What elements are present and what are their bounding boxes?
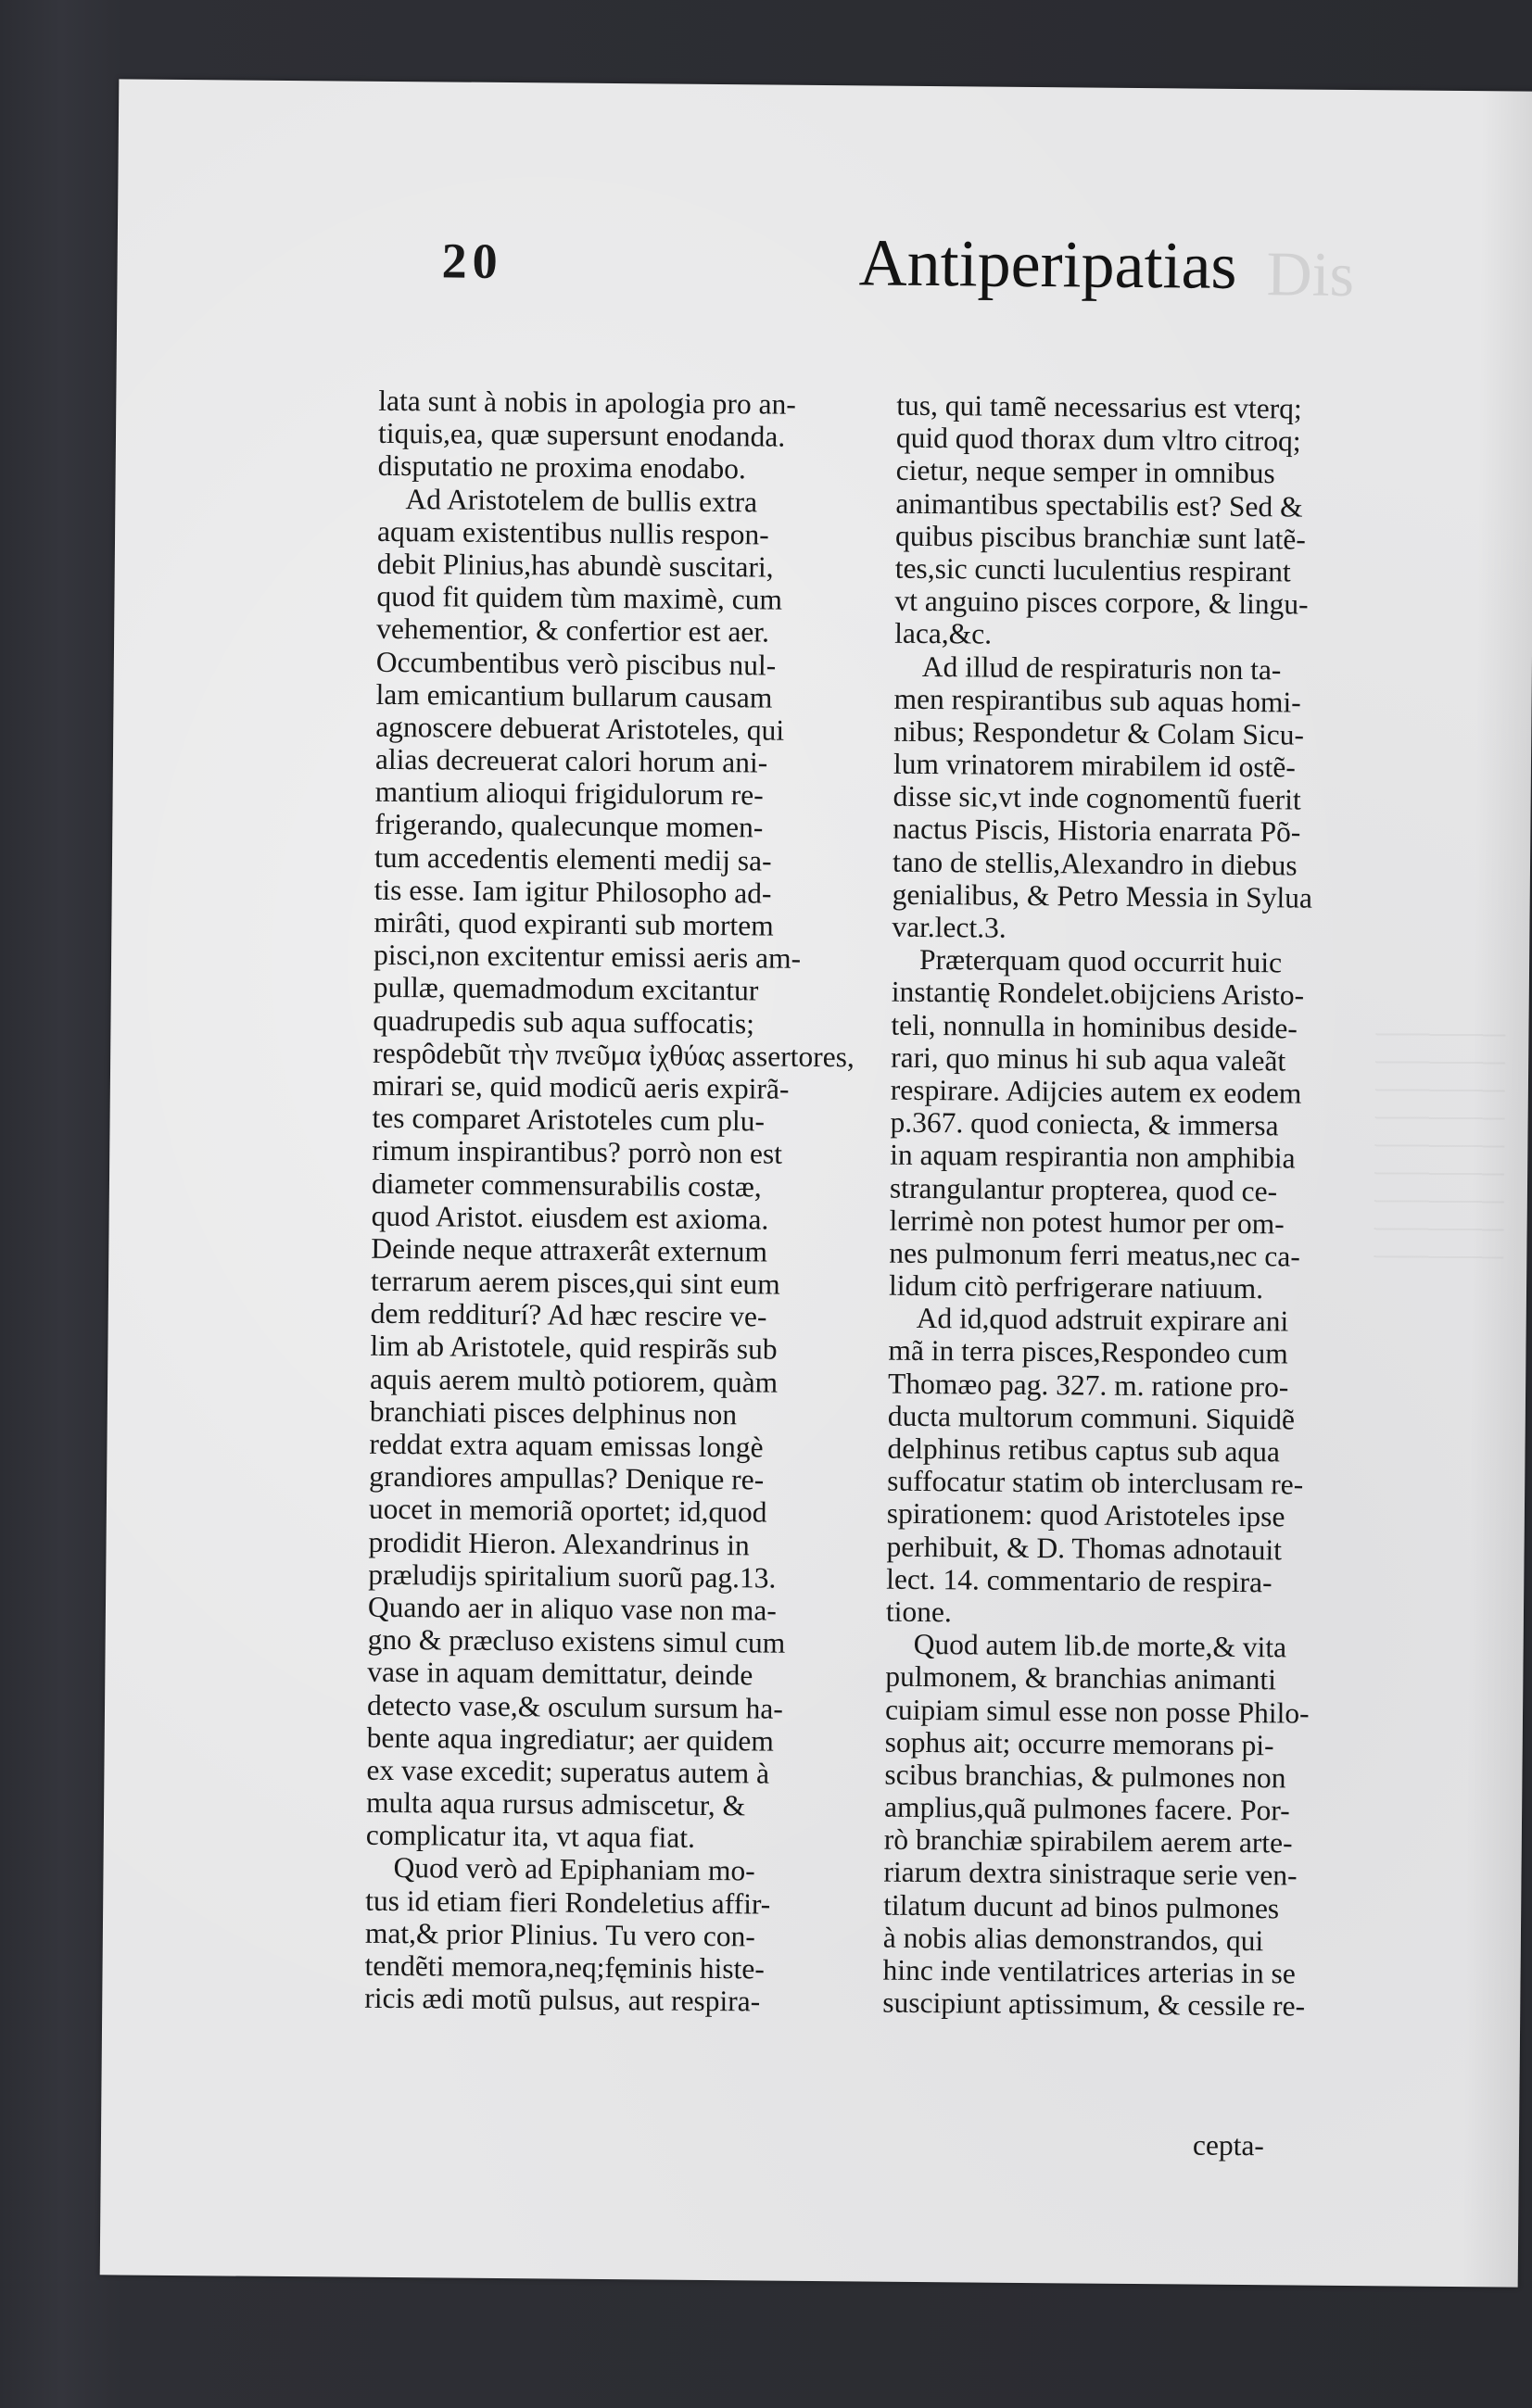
text-line: debit Plinius,has abundè suscitari, xyxy=(376,547,774,584)
text-line: delphinus retibus captus sub aqua xyxy=(887,1431,1281,1469)
text-line: tes,sic cuncti luculentius respirant xyxy=(894,551,1291,588)
book-page xyxy=(100,79,1532,2287)
text-line: vase in aquam demittatur, deinde xyxy=(367,1656,753,1692)
text-line: mantium alioqui frigidulorum re- xyxy=(374,775,764,812)
text-line: p.367. quod coniecta, & immersa xyxy=(890,1105,1279,1142)
margin-show-through xyxy=(1374,1016,1505,1258)
text-line: spirationem: quod Aristoteles ipse xyxy=(886,1497,1285,1533)
text-line: bente aqua ingrediatur; aer quidem xyxy=(366,1721,774,1758)
text-line: pullæ, quemadmodum excitantur xyxy=(373,971,759,1007)
text-line: grandiores ampullas? Denique re- xyxy=(369,1459,765,1496)
text-line: quid quod thorax dum vltro citroq; xyxy=(895,421,1301,458)
text-line: tus, qui tamẽ necessarius est vterq; xyxy=(896,388,1302,425)
text-line: lim ab Aristotele, quid respirãs sub xyxy=(370,1330,778,1367)
text-line: Quando aer in aliquo vase non ma- xyxy=(367,1590,778,1627)
text-line: lect. 14. commentario de respira- xyxy=(886,1562,1272,1599)
text-line: nibus; Respondetur & Colam Sicu- xyxy=(893,714,1305,751)
text-line: respirare. Adijcies autem ex eodem xyxy=(890,1073,1302,1110)
text-line: tes comparet Aristoteles cum plu- xyxy=(372,1101,766,1138)
text-line: Deinde neque attraxerât externum xyxy=(371,1231,768,1268)
text-line: aquam existentibus nullis respon- xyxy=(376,514,769,551)
text-line: animantibus spectabilis est? Sed & xyxy=(895,486,1303,523)
text-line: amplius,quã pulmones facere. Por- xyxy=(883,1790,1290,1827)
text-line: rò branchiæ spirabilem aerem arte- xyxy=(883,1822,1293,1860)
text-line: teli, nonnulla in hominibus deside- xyxy=(891,1008,1298,1045)
text-line: agnoscere debuerat Aristoteles, qui xyxy=(375,710,785,747)
text-line: vt anguino pisces corpore, & lingu- xyxy=(894,584,1309,621)
text-line: Præterquam quod occurrit huic xyxy=(918,943,1283,979)
text-line: tione. xyxy=(885,1595,952,1629)
catchword: cepta- xyxy=(1192,2128,1265,2162)
text-line: à nobis alias demonstrandos, qui xyxy=(882,1921,1264,1958)
text-line: Ad illud de respiraturis non ta- xyxy=(921,649,1282,686)
text-line: terrarum aerem pisces,qui sint eum xyxy=(370,1264,780,1301)
text-line: nactus Piscis, Historia enarrata Põ- xyxy=(893,813,1301,849)
text-line: respôdebũt τὴν πνεῦμα ἰχθύας assertores, xyxy=(373,1036,855,1074)
text-line: dem redditurí? Ad hæc rescire ve- xyxy=(370,1297,767,1333)
text-line: prodidit Hieron. Alexandrinus in xyxy=(368,1525,750,1561)
text-line: alias decreuerat calori horum ani- xyxy=(374,742,768,779)
text-line: tendẽti memora,neq;fęminis histe- xyxy=(364,1948,766,1986)
show-through-text: Dis xyxy=(1266,238,1355,310)
text-line: Ad id,quod adstruit expirare ani xyxy=(916,1302,1289,1338)
text-line: quod fit quidem tùm maximè, cum xyxy=(376,579,783,616)
text-line: uocet in memoriã oportet; id,quod xyxy=(368,1493,767,1529)
text-line: tis esse. Iam igitur Philosopho ad- xyxy=(374,873,772,910)
text-line: rari, quo minus hi sub aqua valeãt xyxy=(891,1040,1286,1078)
text-line: reddat extra aquam emissas longè xyxy=(369,1427,764,1464)
text-line: quadrupedis sub aqua suffocatis; xyxy=(373,1003,755,1040)
text-line: mirari se, quid modicũ aeris expirã- xyxy=(372,1068,790,1105)
text-line: mã in terra pisces,Respondeo cum xyxy=(888,1334,1288,1370)
text-line: mirâti, quod expiranti sub mortem xyxy=(374,905,774,942)
text-line: disse sic,vt inde cognomentũ fuerit xyxy=(893,779,1301,816)
text-line: lata sunt à nobis in apologia pro an- xyxy=(378,384,797,421)
text-line: lidum citò perfrigerare natiuum. xyxy=(888,1268,1264,1305)
text-line: detecto vase,& osculum sursum ha- xyxy=(366,1688,783,1725)
text-line: var.lect.3. xyxy=(892,910,1007,944)
text-line: aquis aerem multò potiorem, quàm xyxy=(369,1362,779,1399)
text-line: scibus branchias, & pulmones non xyxy=(884,1758,1286,1795)
text-line: suscipiunt aptissimum, & cessile re- xyxy=(882,1986,1306,2023)
text-line: tano de stellis,Alexandro in diebus xyxy=(892,845,1298,882)
page-number: 20 xyxy=(441,233,503,289)
text-line: ducta multorum communi. Siquidẽ xyxy=(887,1399,1296,1436)
text-line: laca,&c. xyxy=(894,617,993,650)
text-line: in aquam respirantia non amphibia xyxy=(890,1138,1296,1175)
text-line: mat,& prior Plinius. Tu vero con- xyxy=(364,1916,755,1953)
text-line: lam emicantium bullarum causam xyxy=(375,677,773,714)
text-line: Thomæo pag. 327. m. ratione pro- xyxy=(887,1367,1289,1404)
text-line: disputatio ne proxima enodabo. xyxy=(377,449,747,485)
text-line: cietur, neque semper in omnibus xyxy=(895,454,1275,490)
text-line: suffocatur statim ob interclusam re- xyxy=(887,1464,1304,1501)
text-line: Ad Aristotelem de bullis extra xyxy=(405,482,758,518)
text-line: diameter commensurabilis costæ, xyxy=(371,1166,762,1203)
text-line: Occumbentibus verò piscibus nul- xyxy=(375,645,777,682)
text-line: strangulantur propterea, quod ce- xyxy=(889,1171,1278,1207)
text-line: gno & præcluso existens simul cum xyxy=(367,1622,786,1659)
text-line: præludijs spiritalium suorũ pag.13. xyxy=(368,1557,777,1595)
right-text-column xyxy=(882,389,1378,2023)
text-line: tilatum ducunt ad binos pulmones xyxy=(883,1888,1280,1924)
text-line: ex vase excedit; superatus autem à xyxy=(366,1753,770,1790)
text-line: tiquis,ea, quæ supersunt enodanda. xyxy=(377,417,786,453)
running-title: Antiperipatias xyxy=(858,225,1237,303)
text-line: quibus piscibus branchiæ sunt latẽ- xyxy=(894,519,1306,556)
text-line: frigerando, qualecunque momen- xyxy=(374,808,764,844)
text-line: riarum dextra sinistraque serie ven- xyxy=(883,1856,1298,1892)
text-line: hinc inde ventilatrices arterias in se xyxy=(882,1953,1296,1990)
text-line: pisci,non excitentur emissi aeris am- xyxy=(373,938,802,976)
text-line: cuipiam simul esse non posse Philo- xyxy=(884,1693,1310,1730)
text-line: branchiati pisces delphinus non xyxy=(369,1394,738,1431)
text-line: pulmonem, & branchias animanti xyxy=(885,1659,1277,1696)
text-line: perhibuit, & D. Thomas adnotauit xyxy=(886,1530,1283,1566)
text-line: complicatur ita, vt aqua fiat. xyxy=(365,1819,696,1855)
text-line: ricis ædi motũ pulsus, aut respira- xyxy=(364,1981,761,2018)
text-line: Quod verò ad Epiphaniam mo- xyxy=(393,1851,755,1887)
text-line: genialibus, & Petro Messia in Sylua xyxy=(892,877,1313,914)
text-line: sophus ait; occurre memorans pi- xyxy=(884,1725,1274,1761)
text-line: nes pulmonum ferri meatus,nec ca- xyxy=(889,1236,1300,1273)
text-line: men respirantibus sub aquas homi- xyxy=(893,682,1301,719)
left-text-column xyxy=(364,385,860,2019)
text-line: Quod autem lib.de morte,& vita xyxy=(913,1628,1287,1664)
text-line: multa aqua rursus admiscetur, & xyxy=(365,1785,746,1822)
text-line: rimum inspirantibus? porrò non est xyxy=(372,1134,783,1170)
text-line: instantię Rondelet.obijciens Aristo- xyxy=(891,976,1305,1012)
text-line: quod Aristot. eiusdem est axioma. xyxy=(371,1199,769,1236)
text-line: lum vrinatorem mirabilem id ostẽ- xyxy=(893,747,1296,784)
page-header xyxy=(441,221,1369,331)
text-line: lerrimè non potest humor per om- xyxy=(889,1204,1285,1241)
text-line: tum accedentis elementi medij sa- xyxy=(374,840,772,877)
text-line: vehementior, & confertior est aer. xyxy=(376,612,770,649)
text-line: tus id etiam fieri Rondeletius affir- xyxy=(365,1884,771,1921)
